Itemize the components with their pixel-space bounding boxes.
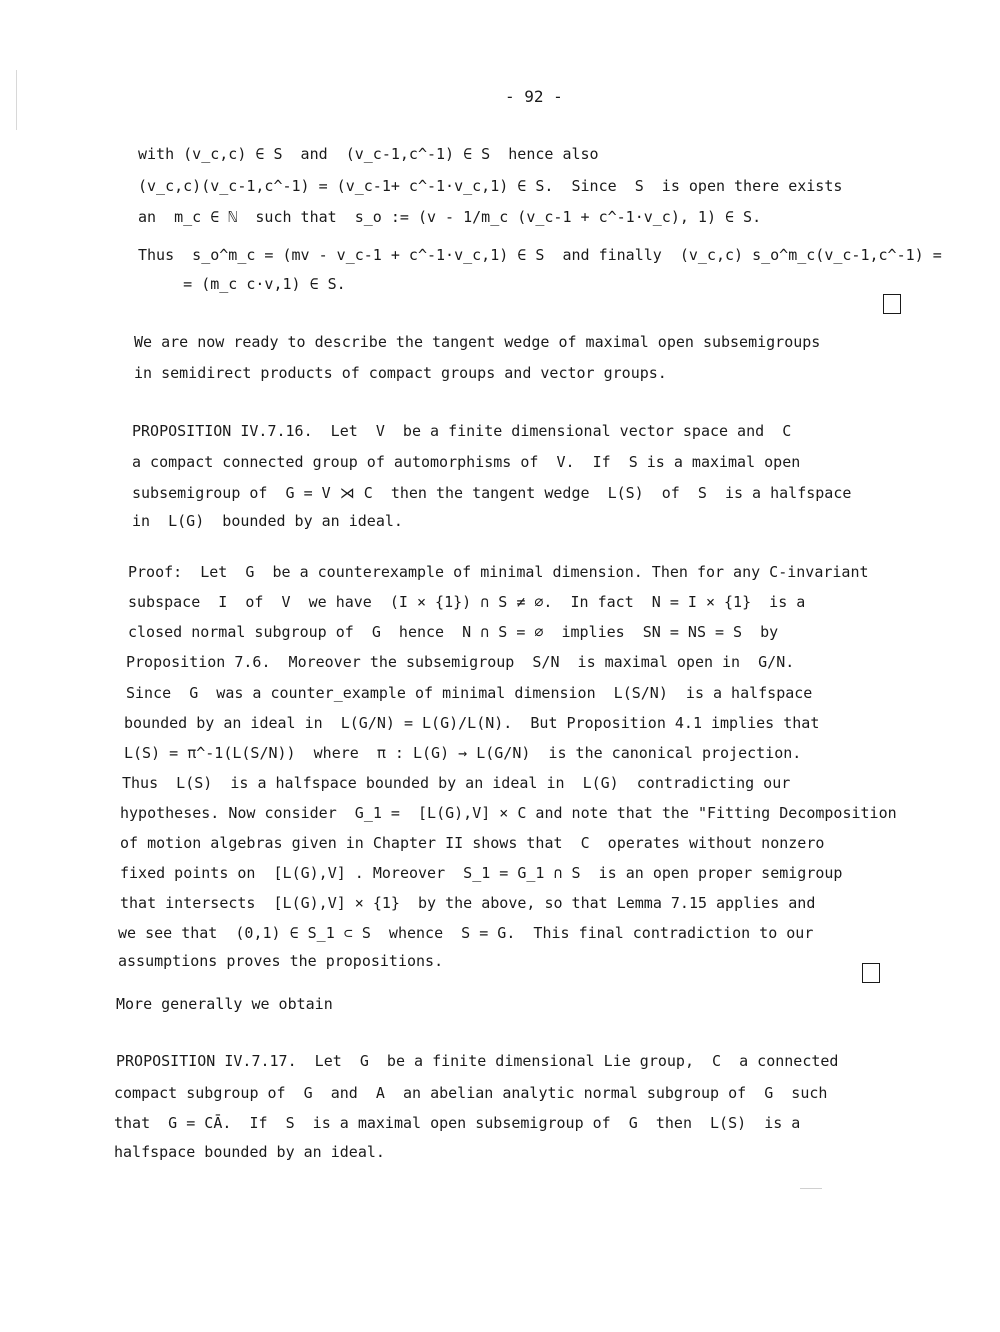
proposition-16-line-4: in L(G) bounded by an ideal.	[132, 512, 403, 530]
proof-line-3: closed normal subgroup of G hence N ∩ S = ∅ implies SN = NS = S by	[128, 623, 779, 641]
proof-line-6: bounded by an ideal in L(G/N) = L(G)/L(N). But Proposition 4.1 implies that	[124, 714, 820, 732]
scan-foot-mark	[800, 1188, 822, 1189]
proof-line-9: hypotheses. Now consider G_1 = [L(G),V] × C and note that the "Fitting Decomposition	[120, 804, 897, 822]
proof-line-7: L(S) = π^-1(L(S/N)) where π : L(G) → L(G/N) is the canonical projection.	[124, 744, 802, 762]
lemma-proof-line-4: Thus s_o^m_c = (mv - v_c-1 + c^-1·v_c,1) ∈ S and finally (v_c,c) s_o^m_c(v_c-1,c^-1) =	[138, 246, 942, 264]
proposition-17-line-1: PROPOSITION IV.7.17. Let G be a finite dimensional Lie group, C a connected	[116, 1052, 839, 1070]
proposition-16-line-1: PROPOSITION IV.7.16. Let V be a finite dimensional vector space and C	[132, 422, 792, 440]
proposition-17-line-2: compact subgroup of G and A an abelian analytic normal subgroup of G such	[114, 1084, 828, 1102]
proof-line-2: subspace I of V we have (I × {1}) ∩ S ≠ ∅. In fact N = I × {1} is a	[128, 593, 806, 611]
proof-line-12: that intersects [L(G),V] × {1} by the above, so that Lemma 7.15 applies and	[120, 894, 816, 912]
lemma-proof-line-3: an m_c ∈ ℕ such that s_o := (v - 1/m_c (v_c-1 + c^-1·v_c), 1) ∈ S.	[138, 208, 762, 226]
general-intro-line: More generally we obtain	[116, 995, 333, 1013]
proof-line-1: Proof: Let G be a counterexample of minimal dimension. Then for any C-invariant	[128, 563, 869, 581]
proposition-16-line-2: a compact connected group of automorphisms of V. If S is a maximal open	[132, 453, 801, 471]
proof-line-10: of motion algebras given in Chapter II shows that C operates without nonzero	[120, 834, 825, 852]
proposition-16-line-3: subsemigroup of G = V ⋊ C then the tangent wedge L(S) of S is a halfspace	[132, 484, 852, 502]
proof-line-5: Since G was a counter_example of minimal dimension L(S/N) is a halfspace	[126, 684, 813, 702]
scan-edge-mark	[16, 70, 17, 130]
proof-line-8: Thus L(S) is a halfspace bounded by an ideal in L(G) contradicting our	[122, 774, 791, 792]
qed-box-lemma	[883, 294, 901, 314]
proof-line-14: assumptions proves the propositions.	[118, 952, 444, 970]
page-number: - 92 -	[505, 87, 563, 106]
intro-line-2: in semidirect products of compact groups and vector groups.	[134, 364, 667, 382]
proof-line-13: we see that (0,1) ∈ S_1 ⊂ S whence S = G. This final contradiction to our	[118, 924, 814, 942]
proposition-17-line-3: that G = CĀ. If S is a maximal open subsemigroup of G then L(S) is a	[114, 1114, 801, 1132]
intro-line-1: We are now ready to describe the tangent wedge of maximal open subsemigroups	[134, 333, 821, 351]
proof-line-11: fixed points on [L(G),V] . Moreover S_1 = G_1 ∩ S is an open proper semigroup	[120, 864, 843, 882]
proof-line-4: Proposition 7.6. Moreover the subsemigroup S/N is maximal open in G/N.	[126, 653, 795, 671]
qed-box-proof	[862, 963, 880, 983]
lemma-proof-line-1: with (v_c,c) ∈ S and (v_c-1,c^-1) ∈ S hence also	[138, 145, 599, 163]
lemma-proof-line-2: (v_c,c)(v_c-1,c^-1) = (v_c-1+ c^-1·v_c,1) ∈ S. Since S is open there exists	[138, 177, 843, 195]
lemma-proof-line-5: = (m_c c·v,1) ∈ S.	[138, 275, 346, 293]
proposition-17-line-4: halfspace bounded by an ideal.	[114, 1143, 385, 1161]
